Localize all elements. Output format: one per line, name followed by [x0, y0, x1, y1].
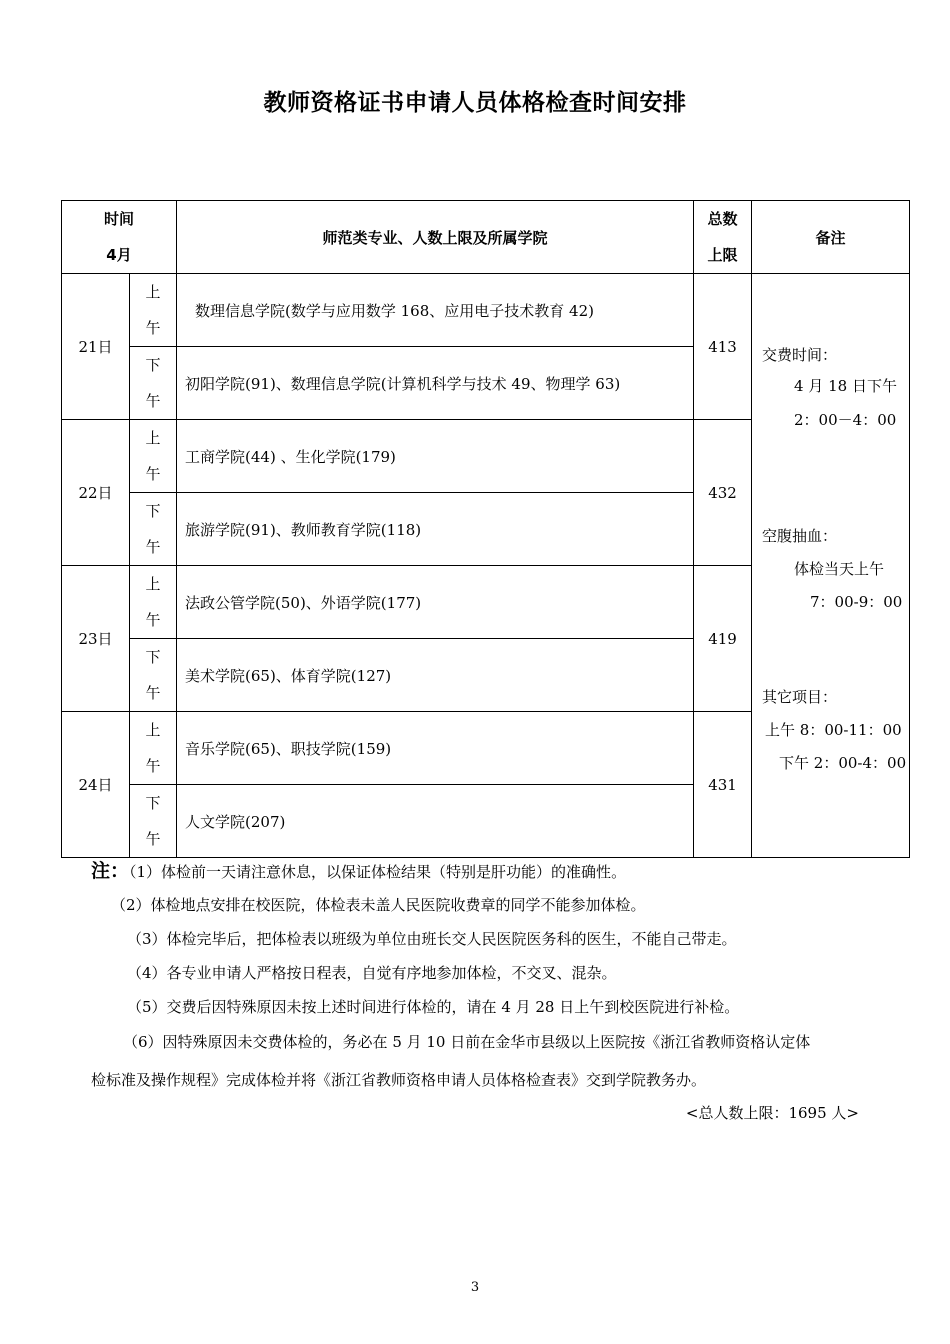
pm-label: 下 午	[130, 785, 177, 858]
header-time: 时间 4月	[62, 201, 177, 274]
am-majors: 法政公管学院(50)、外语学院(177)	[177, 566, 694, 639]
am-majors: 音乐学院(65)、职技学院(159)	[177, 712, 694, 785]
fee-label: 交费时间：	[762, 346, 838, 364]
page-title: 教师资格证书申请人员体格检查时间安排	[263, 90, 687, 116]
pm-majors: 旅游学院(91)、教师教育学院(118)	[177, 493, 694, 566]
day-cell: 24日	[62, 712, 130, 858]
am-majors: 工商学院(44) 、生化学院(179)	[177, 420, 694, 493]
total-cell: 419	[694, 566, 752, 712]
fee-time: 2：00－4：00	[794, 411, 897, 429]
header-total: 总数 上限	[694, 201, 752, 274]
note-6-line1: （6）因特殊原因未交费体检的，务必在 5 月 10 日前在金华市县级以上医院按《浙江省教师资格认定体	[123, 1033, 811, 1051]
pm-label: 下 午	[130, 639, 177, 712]
other-am: 上午 8：00-11：00	[765, 721, 902, 739]
table-row	[62, 274, 910, 347]
header-remarks: 备注	[752, 201, 910, 274]
schedule-table	[61, 200, 910, 858]
day-cell: 23日	[62, 566, 130, 712]
note-4: （4）各专业申请人严格按日程表，自觉有序地参加体检，不交叉、混杂。	[127, 964, 617, 982]
day-cell: 22日	[62, 420, 130, 566]
note-lead: 注：	[91, 860, 130, 882]
remarks-cell	[752, 274, 910, 858]
total-cell: 432	[694, 420, 752, 566]
total-limit: <总人数上限：1695 人>	[685, 1104, 859, 1122]
page-number: 3	[470, 1280, 480, 1295]
note-2: （2）体检地点安排在校医院，体检表未盖人民医院收费章的同学不能参加体检。	[111, 896, 646, 914]
other-label: 其它项目：	[762, 688, 838, 706]
note-3: （3）体检完毕后，把体检表以班级为单位由班长交人民医院医务科的医生，不能自己带走。	[127, 930, 737, 948]
note-5: （5）交费后因特殊原因未按上述时间进行体检的，请在 4 月 28 日上午到校医院进行补检。	[127, 998, 740, 1016]
total-cell: 431	[694, 712, 752, 858]
am-majors: 数理信息学院(数学与应用数学 168、应用电子技术教育 42)	[177, 274, 694, 347]
blood-label: 空腹抽血：	[762, 527, 838, 545]
am-label: 上 午	[130, 420, 177, 493]
pm-label: 下 午	[130, 493, 177, 566]
fee-date: 4 月 18 日下午	[794, 377, 897, 395]
pm-label: 下 午	[130, 347, 177, 420]
note-6-line2: 检标准及操作规程》完成体检并将《浙江省教师资格申请人员体格检查表》交到学院教务办。	[91, 1071, 707, 1089]
day-cell: 21日	[62, 274, 130, 420]
am-label: 上 午	[130, 566, 177, 639]
pm-majors: 美术学院(65)、体育学院(127)	[177, 639, 694, 712]
pm-majors: 人文学院(207)	[177, 785, 694, 858]
note-1: 注：（1）体检前一天请注意休息，以保证体检结果（特别是肝功能）的准确性。	[91, 860, 627, 882]
other-pm: 下午 2：00-4：00	[779, 754, 907, 772]
header-majors: 师范类专业、人数上限及所属学院	[177, 201, 694, 274]
table-header-row	[62, 201, 910, 274]
blood-day: 体检当天上午	[794, 560, 885, 578]
total-cell: 413	[694, 274, 752, 420]
am-label: 上 午	[130, 274, 177, 347]
blood-time: 7：00-9：00	[810, 593, 903, 611]
am-label: 上 午	[130, 712, 177, 785]
pm-majors: 初阳学院(91)、数理信息学院(计算机科学与技术 49、物理学 63)	[177, 347, 694, 420]
